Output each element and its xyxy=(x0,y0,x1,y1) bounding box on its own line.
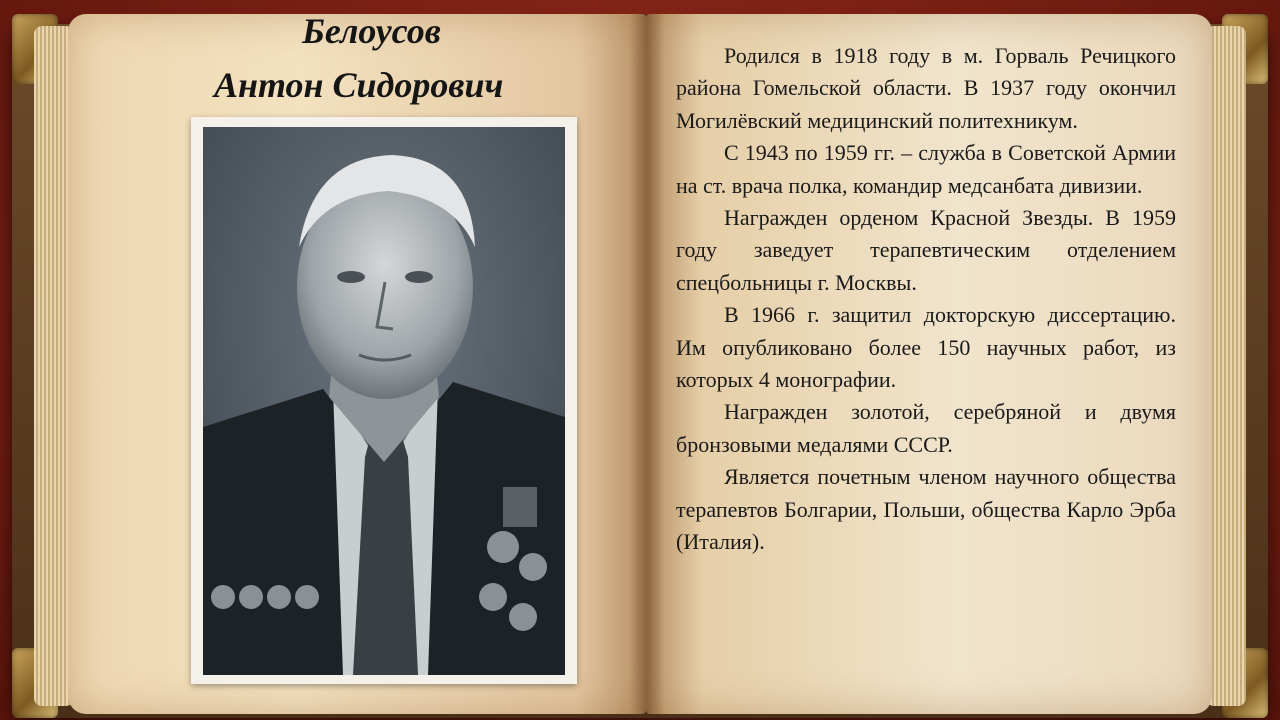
biography-text xyxy=(676,40,1176,559)
portrait-illustration xyxy=(203,127,565,675)
person-surname: Белоусов xyxy=(302,11,441,51)
book-spine xyxy=(630,14,664,714)
bio-paragraph: В 1966 г. защитил докторскую диссертацию. Им опубликовано более 150 научных работ, из которых 4 монографии. xyxy=(676,302,1176,393)
bio-paragraph: Награжден орденом Красной Звезды. В 1959 году заведует терапевтическим отделением спецбольницы г. Москвы. xyxy=(676,205,1176,295)
bio-paragraph: Является почетным членом научного общества терапевтов Болгарии, Польши, общества Карло Эрба (Италия). xyxy=(676,464,1176,555)
bio-paragraph: Награжден золотой, серебряной и двумя бронзовыми медалями СССР. xyxy=(676,399,1176,457)
person-name: Антон Сидорович xyxy=(214,65,504,105)
portrait-photo xyxy=(203,127,565,675)
bio-paragraph: С 1943 по 1959 гг. – служба в Советской Армии на ст. врача полка, командир медсанбата дивизии. xyxy=(676,140,1176,198)
page-stack-right xyxy=(1206,26,1246,706)
bio-paragraph: Родился в 1918 году в м. Горваль Речицкого района Гомельской области. В 1937 году окончил Могилёвский медицинский политехникум. xyxy=(676,43,1176,133)
photo-frame xyxy=(191,117,577,684)
